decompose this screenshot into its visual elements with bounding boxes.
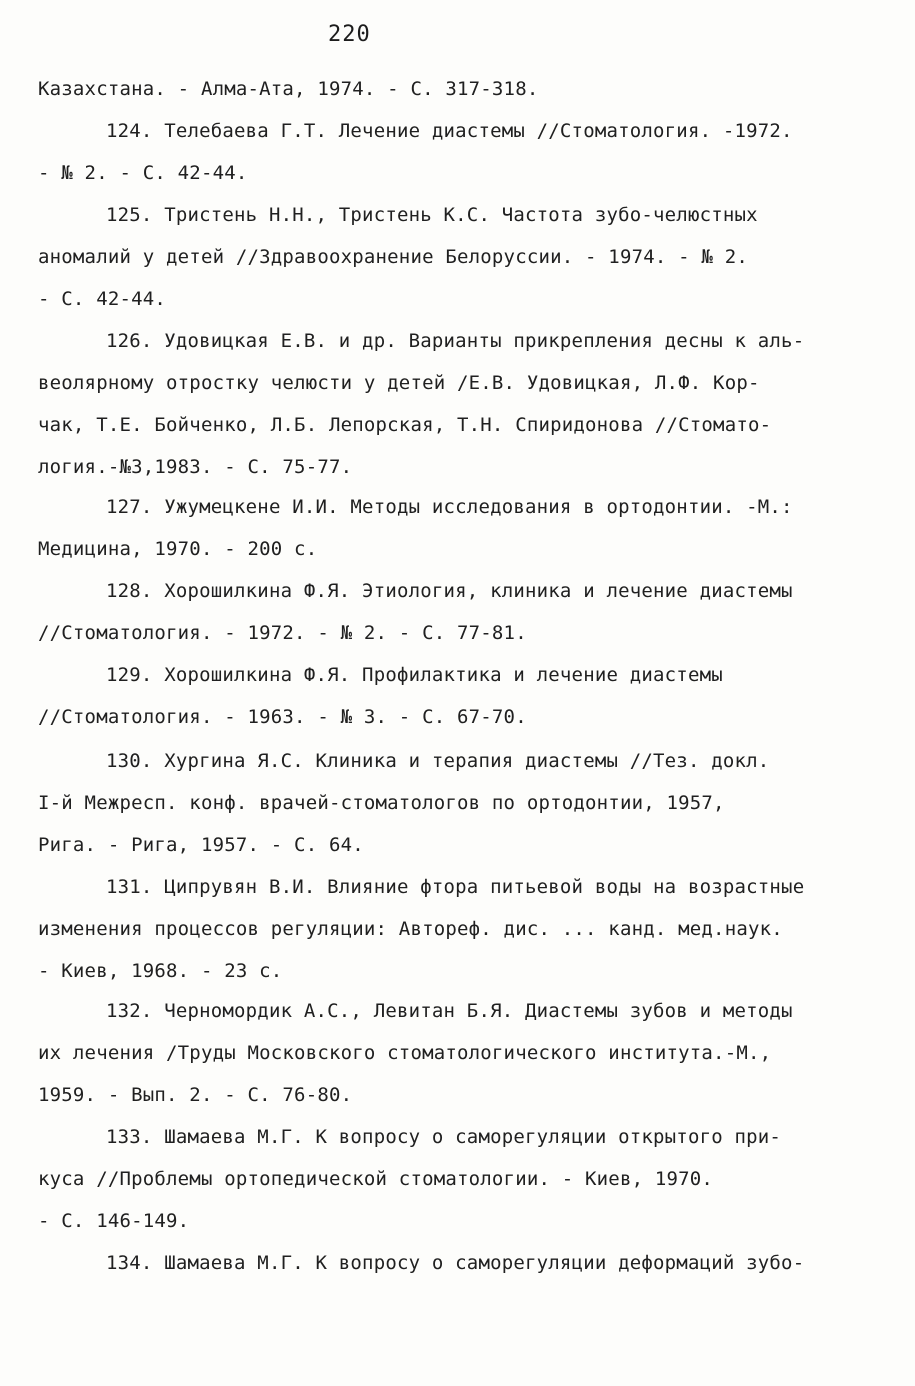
text-line: - № 2. - С. 42-44. xyxy=(38,162,248,184)
text-line: - Киев, 1968. - 23 с. xyxy=(38,960,283,982)
text-line: куса //Проблемы ортопедической стоматологии. - Киев, 1970. xyxy=(38,1168,714,1190)
text-line: 130. Хургина Я.С. Клиника и терапия диастемы //Тез. докл. xyxy=(106,750,770,772)
page-number: 220 xyxy=(328,22,371,47)
text-line: 131. Ципрувян В.И. Влияние фтора питьевой воды на возрастные xyxy=(106,876,805,898)
text-line: 129. Хорошилкина Ф.Я. Профилактика и лечение диастемы xyxy=(106,664,723,686)
text-line: 127. Ужумецкене И.И. Методы исследования в ортодонтии. -М.: xyxy=(106,496,793,518)
text-line: 133. Шамаева М.Г. К вопросу о саморегуляции открытого при- xyxy=(106,1126,782,1148)
text-line: 132. Черномордик А.С., Левитан Б.Я. Диастемы зубов и методы xyxy=(106,1000,793,1022)
text-line: I-й Межресп. конф. врачей-стоматологов по ортодонтии, 1957, xyxy=(38,792,725,814)
text-line: - С. 42-44. xyxy=(38,288,167,310)
text-line: //Стоматология. - 1972. - № 2. - С. 77-81. xyxy=(38,622,527,644)
text-line: //Стоматология. - 1963. - № 3. - С. 67-70. xyxy=(38,706,527,728)
text-line: Рига. - Рига, 1957. - С. 64. xyxy=(38,834,364,856)
text-line: 1959. - Вып. 2. - С. 76-80. xyxy=(38,1084,353,1106)
text-line: логия.-№3,1983. - С. 75-77. xyxy=(38,456,353,478)
text-line: - С. 146-149. xyxy=(38,1210,190,1232)
text-line: 125. Тристень Н.Н., Тристень К.С. Частота зубо-челюстных xyxy=(106,204,758,226)
text-line: их лечения /Труды Московского стоматологического института.-М., xyxy=(38,1042,772,1064)
text-line: 128. Хорошилкина Ф.Я. Этиология, клиника и лечение диастемы xyxy=(106,580,793,602)
text-line: 126. Удовицкая Е.В. и др. Варианты прикрепления десны к аль- xyxy=(106,330,805,352)
text-line: чак, Т.Е. Бойченко, Л.Б. Лепорская, Т.Н. Спиридонова //Стомато- xyxy=(38,414,772,436)
text-line: аномалий у детей //Здравоохранение Белоруссии. - 1974. - № 2. xyxy=(38,246,748,268)
text-line: веолярному отростку челюсти у детей /Е.В. Удовицкая, Л.Ф. Кор- xyxy=(38,372,760,394)
text-line: Казахстана. - Алма-Ата, 1974. - С. 317-318. xyxy=(38,78,539,100)
text-line: 124. Телебаева Г.Т. Лечение диастемы //Стоматология. -1972. xyxy=(106,120,793,142)
text-line: 134. Шамаева М.Г. К вопросу о саморегуляции деформаций зубо- xyxy=(106,1252,805,1274)
text-line: Медицина, 1970. - 200 с. xyxy=(38,538,318,560)
text-line: изменения процессов регуляции: Автореф. дис. ... канд. мед.наук. xyxy=(38,918,783,940)
